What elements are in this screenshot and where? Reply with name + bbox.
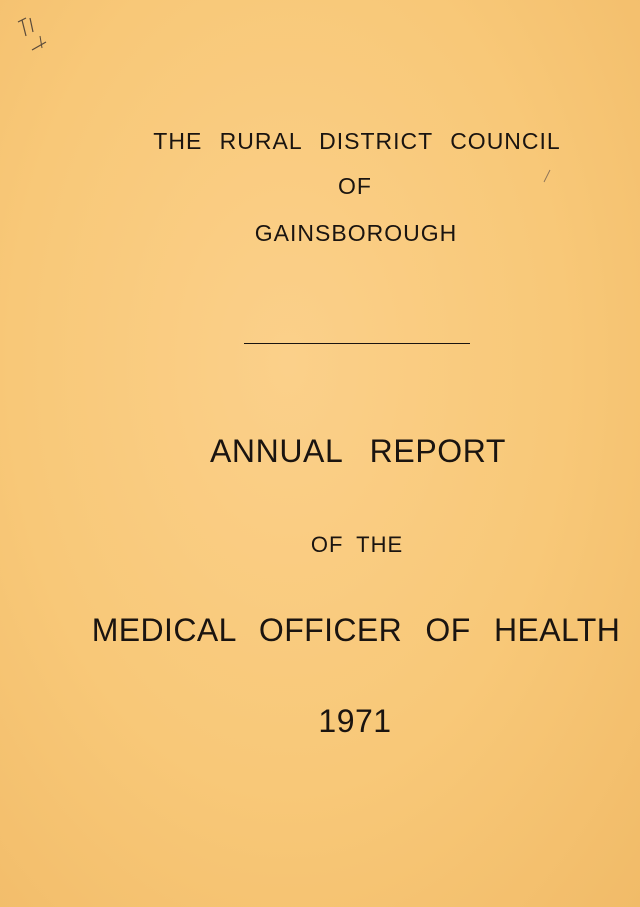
report-year: 1971 — [318, 703, 392, 739]
council-name-line: OF — [338, 173, 372, 199]
council-name-line: THE RURAL DISTRICT COUNCIL — [153, 128, 561, 154]
council-name-line: GAINSBOROUGH — [254, 220, 458, 246]
divider-rule — [244, 343, 470, 344]
pencil-annotation-icon — [12, 12, 52, 56]
report-title: ANNUAL REPORT — [209, 433, 507, 469]
report-connector: OF THE — [310, 532, 404, 557]
report-subject: MEDICAL OFFICER OF HEALTH — [91, 612, 621, 648]
